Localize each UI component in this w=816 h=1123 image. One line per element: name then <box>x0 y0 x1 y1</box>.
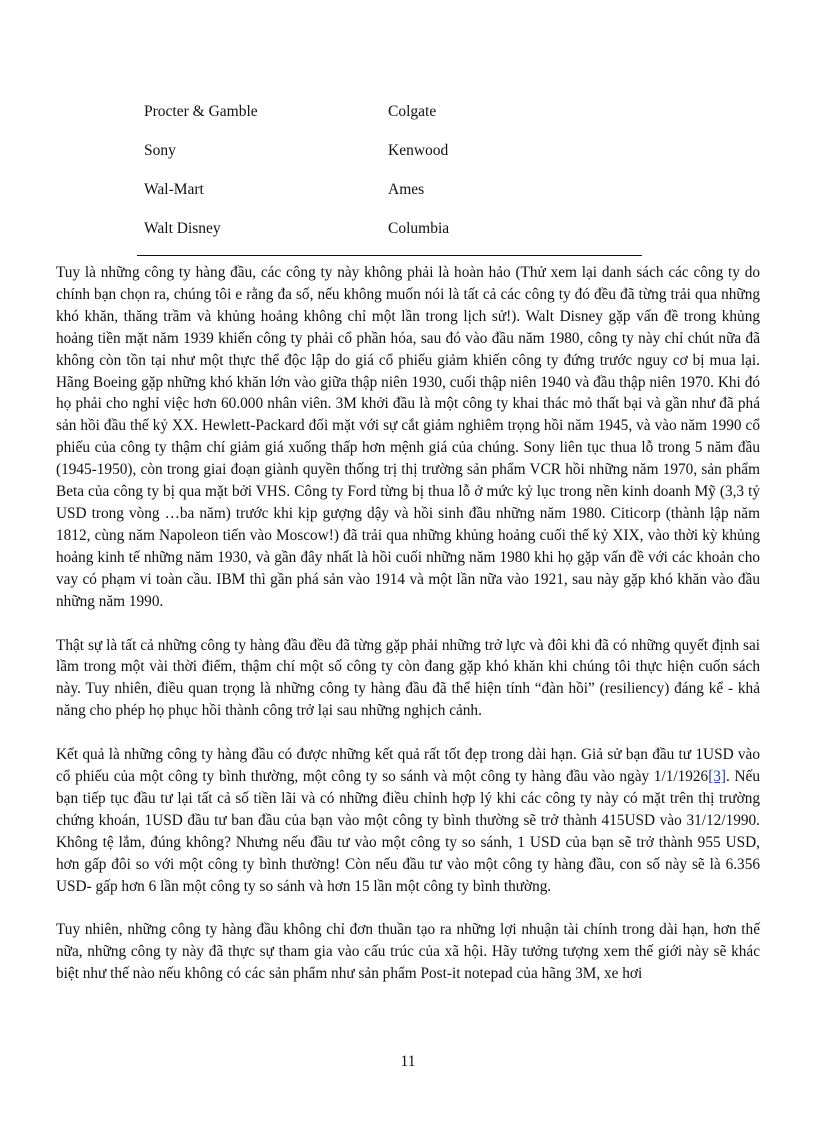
paragraph <box>56 744 760 897</box>
paragraph-text: . Nếu bạn tiếp tục đầu tư lại tất cả số tiền lãi và có những điều chỉnh hợp lý khi các công ty này có mặt trên thị trường chứng khoán, 1USD đầu tư ban đầu của bạn vào một công ty bình thường sẽ trở thành 415USD vào 31/12/1990. Không tệ lắm, đúng không? Nhưng nếu đầu tư vào một công ty so sánh, 1 USD của bạn sẽ trở thành 955 USD, hơn gấp đôi so với một công ty bình thường! Còn nếu đầu tư vào một công ty hàng đầu, con số này sẽ là 6.356 USD- gấp hơn 6 lần một công ty so sánh và hơn 15 lần một công ty bình thường. <box>56 768 760 895</box>
table-row <box>137 178 642 217</box>
leading-company-cell: Procter & Gamble <box>144 103 258 120</box>
company-comparison-table <box>137 100 642 256</box>
table-row <box>137 217 642 256</box>
paragraph: Tuy là những công ty hàng đầu, các công ty này không phải là hoàn hảo (Thử xem lại danh sách các công ty do chính bạn chọn ra, chúng tôi e rằng đa số, nếu không muốn nói là tất cả các công ty đó đều đã từng trải qua những khó khăn, thăng trầm và khủng hoảng không chỉ một lần trong lịch sử!). Walt Disney gặp vấn đề trong khủng hoảng tiền mặt năm 1939 khiến công ty phải cổ phần hóa, sau đó vào đầu năm 1980, công ty này chỉ chút nữa đã không còn tồn tại như một thực thể độc lập do giá cổ phiếu giảm khiến công ty đứng trước nguy cơ bị mua lại. Hãng Boeing gặp những khó khăn lớn vào giữa thập niên 1930, cuối thập niên 1940 và đầu thập niên 1970. Khi đó họ phải cho nghỉ việc hơn 60.000 nhân viên. 3M khởi đầu là một công ty khai thác mỏ thất bại và gần như đã phá sản hồi đầu thế kỷ XX. Hewlett-Packard đối mặt với sự cắt giảm nghiêm trọng hồi năm 1945, và vào năm 1990 cổ phiếu của công ty thậm chí giảm giá xuống thấp hơn mệnh giá của chúng. Sony liên tục thua lỗ trong 5 năm đầu (1945-1950), còn trong giai đoạn giành quyền thống trị thị trường sản phẩm VCR hồi những năm 1970, sản phẩm Beta của công ty bị qua mặt bởi VHS. Công ty Ford từng bị thua lỗ ở mức kỷ lục trong nền kinh doanh Mỹ (3,3 tỷ USD trong vòng …ba năm) trước khi kịp gượng dậy và hồi sinh đầu những năm 1980. Citicorp (thành lập năm 1812, cùng năm Napoleon tiến vào Moscow!) đã trải qua những khủng hoảng cuối thế kỷ XIX, vào thời kỳ khủng hoảng kinh tế những năm 1930, và gần đây nhất là hồi cuối những năm 1980 khi họ gặp vấn đề với các khoản cho vay có phạm vi toàn cầu. IBM thì gần phá sản vào 1914 và một lần nữa vào 1921, sau này gặp khó khăn vào đầu những năm 1990. <box>56 264 760 610</box>
paragraph: Tuy nhiên, những công ty hàng đầu không chỉ đơn thuần tạo ra những lợi nhuận tài chính trong dài hạn, hơn thế nữa, những công ty này đã thực sự tham gia vào cấu trúc của xã hội. Hãy tưởng tượng xem thế giới này sẽ khác biệt như thế nào nếu không có các sản phẩm như sản phẩm Post-it notepad của hãng 3M, xe hơi <box>56 921 760 983</box>
table-row <box>137 139 642 178</box>
paragraph: Thật sự là tất cả những công ty hàng đầu đều đã từng gặp phải những trở lực và đôi khi đã có những quyết định sai lầm trong một vài thời điểm, thậm chí một số công ty còn đang gặp khó khăn khi chúng tôi thực hiện cuốn sách này. Tuy nhiên, điều quan trọng là những công ty hàng đầu đã thể hiện tính “đàn hồi” (resiliency) đáng kể - khả năng cho phép họ phục hồi thành công trở lại sau những nghịch cảnh. <box>56 636 760 720</box>
footnote-link[interactable]: [3] <box>708 768 727 786</box>
leading-company-cell: Walt Disney <box>144 220 221 237</box>
paragraph-text: Kết quả là những công ty hàng đầu có được những kết quả rất tốt đẹp trong dài hạn. Giả sử bạn đầu tư 1USD vào cổ phiếu của một công ty bình thường, một công ty so sánh và một công ty hàng đầu vào ngày 1/1/1926 <box>56 746 760 786</box>
comparison-company-cell: Kenwood <box>388 142 449 159</box>
comparison-company-cell: Colgate <box>388 103 437 120</box>
leading-company-cell: Sony <box>144 142 176 159</box>
table-row <box>137 100 642 139</box>
comparison-company-cell: Columbia <box>388 220 450 237</box>
page-number: 11 <box>400 1053 416 1070</box>
leading-company-cell: Wal-Mart <box>144 181 204 198</box>
body-text <box>56 262 760 1007</box>
comparison-company-cell: Ames <box>388 181 425 198</box>
